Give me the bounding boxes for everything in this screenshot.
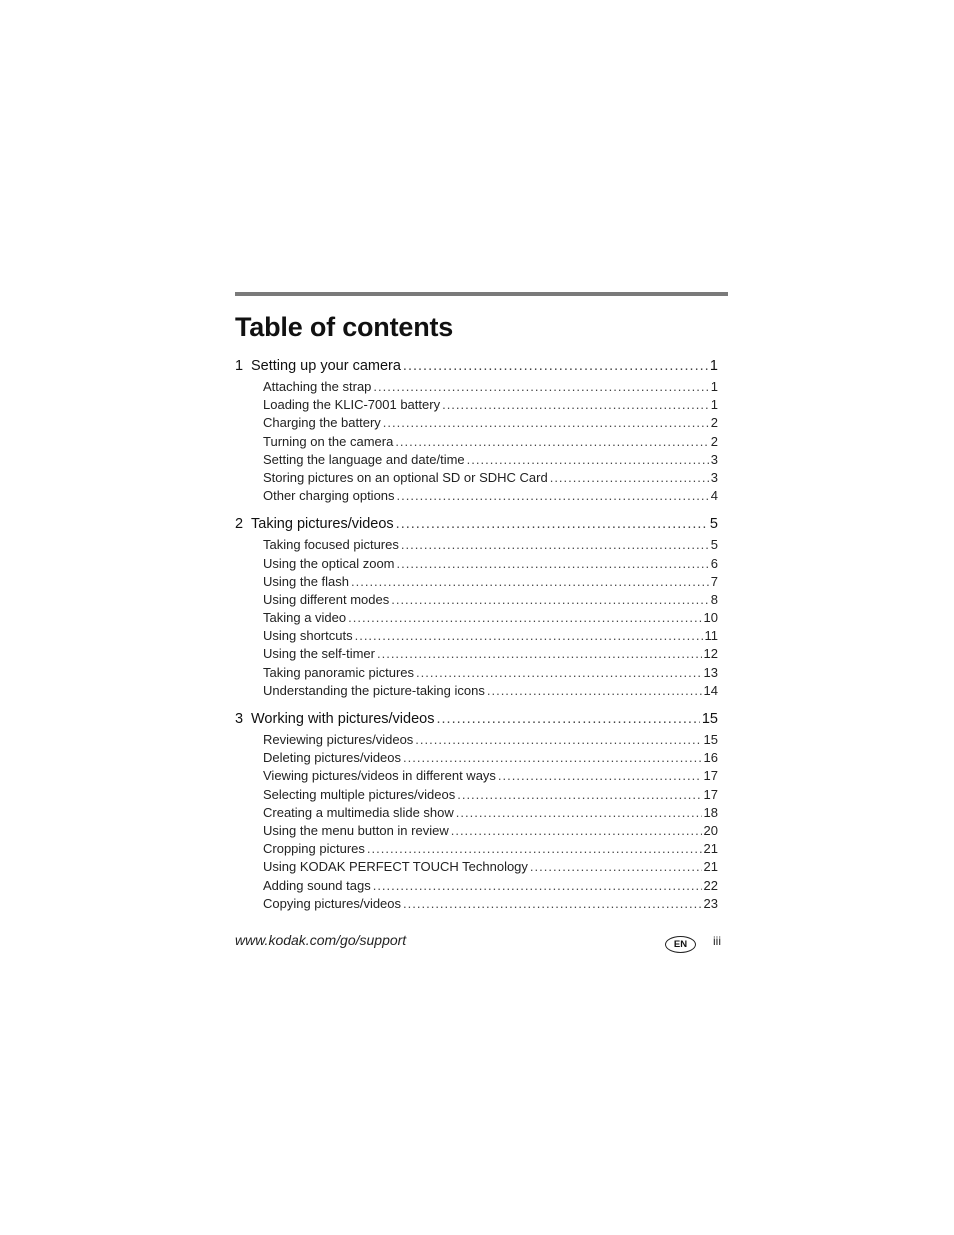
section-page-number: 21 xyxy=(703,859,718,875)
chapter-title: Taking pictures/videos xyxy=(251,516,394,533)
toc-section-entry[interactable] xyxy=(235,434,718,452)
section-title: Loading the KLIC-7001 battery xyxy=(263,397,441,413)
dot-leader xyxy=(415,732,701,747)
dot-leader xyxy=(391,592,709,607)
dot-leader xyxy=(351,574,709,589)
toc-section-entry[interactable] xyxy=(235,470,718,488)
dot-leader xyxy=(457,787,701,802)
dot-leader xyxy=(403,358,708,374)
chapter-page-number: 1 xyxy=(709,358,718,374)
dot-leader xyxy=(367,841,702,856)
chapter-number: 3 xyxy=(235,711,244,727)
page-title: Table of contents xyxy=(235,312,454,342)
dot-leader xyxy=(373,878,702,893)
toc-section-entry[interactable] xyxy=(235,787,718,805)
toc-section-entry[interactable] xyxy=(235,610,718,628)
chapter-title: Setting up your camera xyxy=(251,358,401,374)
section-page-number: 11 xyxy=(704,628,718,644)
toc-section-entry[interactable] xyxy=(235,896,718,914)
chapter-page-number: 5 xyxy=(709,516,718,533)
section-page-number: 22 xyxy=(703,877,718,893)
section-page-number: 18 xyxy=(703,804,718,820)
toc-section-entry[interactable] xyxy=(235,488,718,506)
section-page-number: 12 xyxy=(703,646,718,662)
section-page-number: 1 xyxy=(710,379,718,394)
toc-section-entry[interactable] xyxy=(235,646,718,664)
section-page-number: 16 xyxy=(703,750,718,766)
toc-chapter-entry[interactable] xyxy=(235,711,718,732)
section-page-number: 13 xyxy=(703,664,718,680)
toc-section-entry[interactable] xyxy=(235,415,718,433)
section-title: Copying pictures/videos xyxy=(263,895,402,911)
section-title: Viewing pictures/videos in different ways xyxy=(263,768,496,784)
section-page-number: 10 xyxy=(703,610,718,626)
dot-leader xyxy=(442,397,709,412)
section-title: Cropping pictures xyxy=(263,841,365,857)
section-title: Understanding the picture-taking icons xyxy=(263,682,485,698)
chapter-page-number: 15 xyxy=(701,711,718,727)
dot-leader xyxy=(397,488,709,503)
dot-leader xyxy=(416,665,702,680)
section-page-number: 23 xyxy=(703,895,718,911)
toc-section-entry[interactable] xyxy=(235,592,718,610)
toc-chapter-3 xyxy=(235,711,718,914)
dot-leader xyxy=(373,379,708,394)
section-page-number: 6 xyxy=(710,555,718,571)
dot-leader xyxy=(383,415,709,430)
section-title: Adding sound tags xyxy=(263,877,371,893)
page-number: iii xyxy=(713,934,721,948)
dot-leader xyxy=(436,711,699,727)
section-page-number: 15 xyxy=(703,732,718,747)
toc-section-entry[interactable] xyxy=(235,859,718,877)
dot-leader xyxy=(377,646,702,661)
section-title: Using the self-timer xyxy=(263,646,375,662)
toc-section-entry[interactable] xyxy=(235,452,718,470)
toc-section-entry[interactable] xyxy=(235,574,718,592)
section-title: Using different modes xyxy=(263,591,390,607)
section-page-number: 14 xyxy=(703,682,718,698)
support-url: www.kodak.com/go/support xyxy=(235,932,407,948)
toc-section-entry[interactable] xyxy=(235,556,718,574)
toc-section-entry[interactable] xyxy=(235,750,718,768)
section-page-number: 1 xyxy=(710,397,718,413)
dot-leader xyxy=(401,537,709,552)
toc-section-entry[interactable] xyxy=(235,628,718,646)
dot-leader xyxy=(403,750,702,765)
dot-leader xyxy=(348,610,701,625)
dot-leader xyxy=(487,683,702,698)
section-title: Taking panoramic pictures xyxy=(263,664,415,680)
toc-chapter-1 xyxy=(235,358,718,506)
section-title: Creating a multimedia slide show xyxy=(263,804,454,820)
toc-section-entry[interactable] xyxy=(235,379,718,397)
section-title: Using shortcuts xyxy=(263,628,353,644)
toc-section-entry[interactable] xyxy=(235,878,718,896)
section-page-number: 2 xyxy=(710,433,718,449)
chapter-number: 2 xyxy=(235,516,244,533)
section-title: Attaching the strap xyxy=(263,379,372,394)
toc-section-entry[interactable] xyxy=(235,732,718,750)
section-title: Reviewing pictures/videos xyxy=(263,732,414,747)
toc-section-entry[interactable] xyxy=(235,537,718,555)
toc-section-entry[interactable] xyxy=(235,397,718,415)
dot-leader xyxy=(456,805,702,820)
toc-section-entry[interactable] xyxy=(235,768,718,786)
dot-leader xyxy=(396,516,708,532)
section-title: Selecting multiple pictures/videos xyxy=(263,786,456,802)
section-page-number: 17 xyxy=(703,768,718,784)
chapter-title: Working with pictures/videos xyxy=(251,711,435,727)
dot-leader xyxy=(395,434,708,449)
dot-leader xyxy=(451,823,702,838)
section-page-number: 17 xyxy=(703,786,718,802)
dot-leader xyxy=(397,556,709,571)
toc-section-entry[interactable] xyxy=(235,805,718,823)
dot-leader xyxy=(467,452,709,467)
section-page-number: 5 xyxy=(710,537,718,553)
section-title: Using the menu button in review xyxy=(263,822,449,838)
dot-leader xyxy=(530,859,702,874)
section-title: Setting the language and date/time xyxy=(263,451,465,467)
dot-leader xyxy=(498,768,702,783)
section-page-number: 20 xyxy=(703,822,718,838)
document-page xyxy=(235,0,728,1235)
section-title: Using KODAK PERFECT TOUCH Technology xyxy=(263,859,528,875)
section-title: Using the flash xyxy=(263,573,349,589)
header-rule xyxy=(235,292,728,296)
toc-section-entry[interactable] xyxy=(235,665,718,683)
section-page-number: 21 xyxy=(703,841,718,857)
toc-chapter-2 xyxy=(235,516,718,701)
section-title: Other charging options xyxy=(263,488,395,504)
section-title: Turning on the camera xyxy=(263,433,394,449)
section-title: Storing pictures on an optional SD or SDHC Card xyxy=(263,469,548,485)
dot-leader xyxy=(355,628,703,643)
section-page-number: 8 xyxy=(710,591,718,607)
language-badge: EN xyxy=(665,936,696,953)
section-title: Deleting pictures/videos xyxy=(263,750,402,766)
section-title: Taking a video xyxy=(263,610,347,626)
toc-section-entry[interactable] xyxy=(235,841,718,859)
toc-chapter-entry[interactable] xyxy=(235,358,718,379)
chapter-number: 1 xyxy=(235,358,244,374)
section-page-number: 3 xyxy=(710,469,718,485)
toc-section-entry[interactable] xyxy=(235,683,718,701)
section-title: Taking focused pictures xyxy=(263,537,399,553)
toc-section-entry[interactable] xyxy=(235,823,718,841)
toc-chapter-entry[interactable] xyxy=(235,516,718,537)
section-page-number: 3 xyxy=(710,451,718,467)
section-title: Using the optical zoom xyxy=(263,555,395,571)
section-page-number: 2 xyxy=(710,415,718,431)
dot-leader xyxy=(403,896,702,911)
section-page-number: 7 xyxy=(710,573,718,589)
section-title: Charging the battery xyxy=(263,415,381,431)
section-page-number: 4 xyxy=(710,488,718,504)
table-of-contents xyxy=(235,358,718,924)
dot-leader xyxy=(550,470,709,485)
